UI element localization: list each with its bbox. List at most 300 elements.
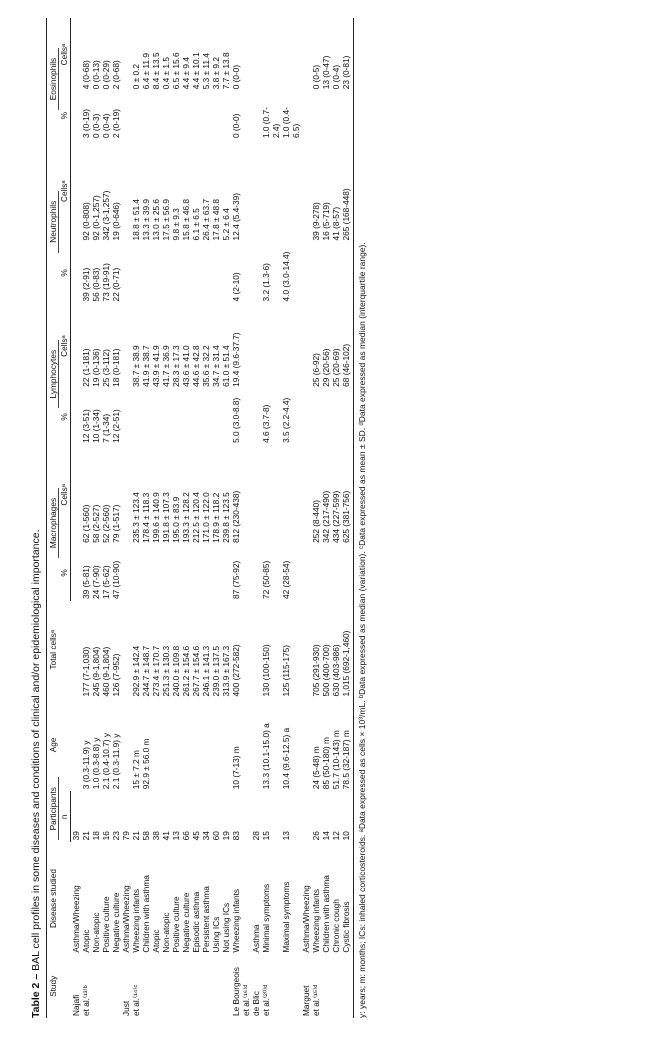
table-row [301,18,311,1018]
cell-age: 10.4 (9.6-12.5) a [281,727,291,790]
cell-neu-cells [71,140,82,242]
cell-total-cells: 292.9 ± 142.4 [131,645,141,697]
cell-eos-cells: 6.5 ± 15.6 [171,52,181,90]
cell-lym-pct: 5.0 (3.0-8.8) [231,397,241,443]
cell-total-cells: 177 (7-1,030) [81,646,91,697]
cell-eos-pct [131,91,141,140]
cell-age [121,699,131,792]
header-disease: Disease studied [47,842,71,954]
cell-lym-pct [131,389,141,445]
header-age: Age [47,699,71,792]
cell-eos-pct [141,91,151,140]
table-container [30,18,367,1018]
cell-neu-cells: 92 (0-1,257) [91,195,101,241]
cell-lym-cells [281,303,301,388]
cell-neu-cells: 13.0 ± 25.6 [151,199,161,241]
table-row [261,18,281,1018]
cell-age [251,699,261,792]
cell-lym-cells [301,303,311,388]
cell-study: et al.⁽²⁰⁾ᵈ [261,984,271,1016]
header-lym-pct: % [59,389,71,445]
cell-n: 26 [311,831,321,841]
cell-lym-cells [241,303,251,388]
cell-neu-cells: 9.8 ± 9.3 [171,208,181,241]
table-row [71,18,82,1018]
cell-lym-pct [221,389,231,445]
cell-neu-pct [201,242,211,303]
cell-age [201,699,211,792]
cell-age [301,699,311,792]
cell-total-cells [301,601,311,699]
table-body [71,18,354,1018]
header-neu-cells: Cellsᵃ [59,140,71,242]
cell-total-cells: 630 (403-986) [331,644,341,697]
cell-study [211,955,221,1018]
cell-study: de Blic [251,991,261,1016]
cell-mac-cells: 342 (217-490) [321,490,331,543]
cell-lym-pct [191,389,201,445]
cell-study: Le Bourgeois [231,967,241,1016]
cell-total-cells: 1,015 (692-1,460) [341,601,354,699]
cell-disease: Asthma/Wheezing [70,885,81,953]
cell-eos-pct: 0 (0-4) [101,113,111,139]
cell-lym-cells: 38.7 ± 38.9 [131,345,141,387]
cell-study [321,955,331,1018]
cell-mac-pct [221,545,231,601]
cell-disease: Asthma [251,924,261,953]
cell-total-cells: 130 (100-150) [261,644,271,697]
header-n: n [59,791,71,842]
cell-total-cells: 261.2 ± 154.6 [181,645,191,697]
cell-eos-pct [71,91,82,140]
table-row [171,18,181,1018]
cell-neu-pct [221,242,231,303]
cell-age [151,699,161,792]
cell-study [221,955,231,1018]
cell-lym-cells [251,303,261,388]
table-row [161,18,171,1018]
cell-mac-pct [151,545,161,601]
table-row [341,18,354,1018]
cell-lym-pct: 12 (3-51) [81,409,91,443]
cell-eos-cells [251,18,261,91]
cell-mac-cells: 178.9 ± 118.2 [211,492,221,543]
cell-lym-pct [171,389,181,445]
cell-lym-pct [151,389,161,445]
cell-lym-pct [161,389,171,445]
header-macrophages [47,445,60,601]
cell-total-cells: 313.9 ± 167.3 [221,645,231,697]
cell-disease: Minimal symptoms [261,883,271,953]
cell-age: 24 (5-48) m [311,746,321,790]
cell-lym-cells: 35.6 ± 32.2 [201,345,211,387]
cell-neu-cells: 16 (5-719) [321,202,331,241]
cell-eos-cells [121,18,131,91]
cell-study: Marguet [301,985,311,1016]
cell-study [161,955,171,1018]
cell-neu-cells: 6.1 ± 6.5 [191,208,201,241]
cell-study: et al.⁽¹⁶⁾ᵈ [241,984,251,1016]
cell-n: 18 [91,831,101,841]
cell-eos-cells: 3.8 ± 9.2 [211,57,221,90]
cell-n: 16 [101,831,111,841]
cell-neu-cells: 92 (0-808) [81,202,91,241]
cell-neu-pct [241,242,251,303]
cell-n: 28 [251,831,261,841]
cell-age: 10 (7-13) m [231,746,241,790]
cell-n: 21 [81,831,91,841]
header-lymphocytes [47,303,60,444]
cell-mac-pct: 87 (75-92) [231,560,241,599]
cell-lym-pct: 7 (1-34) [101,413,111,443]
cell-age [221,699,231,792]
cell-study [91,955,101,1018]
cell-mac-cells: 199.6 ± 140.9 [151,492,161,543]
header-eos-pct: % [59,91,71,140]
cell-neu-pct [161,242,171,303]
cell-eos-pct [221,91,231,140]
cell-lym-pct [251,389,261,445]
cell-eos-pct [311,91,321,140]
cell-mac-pct [131,545,141,601]
cell-mac-pct [171,545,181,601]
cell-disease: Positive culture [101,896,111,953]
cell-disease: Wheezing infants [311,888,321,953]
cell-neu-pct [341,242,354,303]
cell-lym-pct [321,389,331,445]
cell-eos-pct [251,91,261,140]
cell-n: 38 [151,831,161,841]
cell-total-cells [121,601,131,699]
cell-eos-cells: 0 (0-4) [331,64,341,90]
cell-eos-pct [241,91,251,140]
cell-eos-pct [191,91,201,140]
cell-lym-cells: 19 (0-136) [91,348,101,387]
header-participants-label: Participants [48,777,59,840]
cell-mac-pct [331,545,341,601]
cell-n: 10 [341,791,354,842]
header-eosinophils-label: Eosinophils [48,48,59,110]
cell-disease: Asthma/Wheezing [301,885,311,953]
cell-age [211,699,221,792]
cell-neu-pct [181,242,191,303]
cell-eos-pct [321,91,331,140]
cell-lym-pct [301,389,311,445]
cell-age: 92.9 ± 56.0 m [141,738,151,790]
cell-lym-pct [341,389,354,445]
cell-age [171,699,181,792]
cell-mac-pct: 17 (5-62) [101,565,111,599]
cell-lym-cells: 43.6 ± 41.0 [181,345,191,387]
cell-lym-pct [141,389,151,445]
cell-eos-cells: 0 (0-29) [101,60,111,90]
cell-age: 2.1 (0.3-11.9) y [111,733,121,790]
header-row-1 [47,18,60,1018]
cell-mac-pct [241,545,251,601]
cell-n: 83 [231,831,241,841]
cell-n: 79 [121,831,131,841]
table-row [221,18,231,1018]
table-row [131,18,141,1018]
cell-lym-cells [121,303,131,388]
cell-disease: Chronic cough [331,899,341,953]
header-eosinophils [47,18,60,140]
cell-study: et al.⁽¹³⁾ᵇ [81,985,91,1016]
cell-mac-cells: 58 (2-527) [91,504,101,543]
cell-mac-cells: 62 (1-560) [81,504,91,543]
cell-mac-pct [161,545,171,601]
table-row [311,18,321,1018]
cell-mac-cells [71,445,82,545]
cell-neu-cells: 19 (0-646) [111,202,121,241]
cell-lym-cells: 41.7 ± 36.9 [161,345,171,387]
cell-disease: Not using ICs [221,902,231,953]
cell-age: 3 (0.3-11.9) y [81,740,91,790]
cell-disease: Persistent asthma [201,886,211,953]
cell-neu-cells: 17.5 ± 56.9 [161,199,171,241]
cell-eos-pct [161,91,171,140]
cell-neu-pct [331,242,341,303]
cell-neu-cells [281,140,301,242]
cell-lym-cells: 61.0 ± 51.4 [221,345,231,387]
cell-lym-cells: 25 (3-112) [101,349,111,387]
cell-eos-pct: 0 (0-3) [91,113,101,139]
cell-eos-pct [121,91,131,140]
cell-lym-cells: 22 (1-181) [81,348,91,387]
cell-eos-pct [181,91,191,140]
cell-eos-cells: 4 (0-68) [81,60,91,90]
table-row [321,18,331,1018]
cell-total-cells: 273.4 ± 170.7 [151,645,161,697]
cell-neu-cells: 342 (3-1,257) [101,190,111,241]
cell-lym-cells [261,303,281,388]
cell-age: 15 ± 7.2 m [131,750,141,790]
cell-study [181,955,191,1018]
cell-eos-cells: 2 (0-68) [111,60,121,90]
cell-age: 1.0 (0.3-8.8) y [91,737,101,790]
cell-lym-cells: 25 (6-92) [311,353,321,387]
cell-n: 13 [281,831,291,841]
header-macrophages-label: Macrophages [48,488,59,558]
cell-eos-cells: 6.4 ± 11.9 [141,53,151,90]
cell-mac-cells: 625 (381-756) [341,445,354,545]
cell-age: 78.5 (32-187) m [341,699,354,792]
table-footnote: y: years; m: months; ICs: inhaled corticosteroids. ᵃData expressed as cells × 10³/mL. ᵇData expressed as median (variation). ᶜData expressed as mean ± SD. ᵈData expressed as median (interquartile range). [357,242,367,1018]
cell-lym-cells: 29 (20-56) [321,348,331,387]
cell-disease: Children with asthma [141,875,151,953]
cell-total-cells: 125 (115-175) [281,645,291,697]
cell-neu-cells [121,140,131,242]
cell-study [331,955,341,1018]
cell-total-cells: 240.0 ± 109.8 [171,645,181,697]
cell-mac-pct [71,545,82,601]
cell-lym-pct: 4.6 (3.7-8) [261,404,271,443]
cell-mac-pct [311,545,321,601]
cell-study [101,955,111,1018]
cell-eos-pct [211,91,221,140]
header-lymphocytes-label: Lymphocytes [48,340,59,409]
cell-neu-pct: 22 (0-71) [111,267,121,302]
cell-lym-pct: 10 (1-34) [91,409,101,443]
cell-lym-cells: 43.9 ± 41.9 [151,345,161,387]
cell-neu-cells [251,140,261,242]
cell-eos-cells: 7.7 ± 13.8 [221,52,231,90]
header-participants [47,787,60,842]
cell-eos-cells: 0 (0-13) [91,60,101,90]
header-mac-cells: Cellsᵃ [59,445,71,545]
cell-total-cells [71,601,82,699]
cell-age: 13.3 (10.1-15.0) a [261,723,271,790]
cell-eos-pct [171,91,181,140]
header-study: Study [47,955,71,1018]
cell-lym-cells: 28.3 ± 17.3 [171,345,181,387]
cell-study: Najafi [70,994,81,1016]
cell-lym-pct: 12 (2-51) [111,409,121,443]
cell-neu-pct [311,242,321,303]
cell-neu-cells: 26.4 ± 63.7 [201,199,211,241]
cell-mac-cells: 812 (230-438) [231,490,241,543]
cell-neu-pct: 3.2 (1.3-6) [261,263,271,302]
cell-neu-cells: 5.2 ± 6.4 [221,208,231,241]
cell-total-cells: 239.0 ± 137.5 [211,645,221,697]
cell-mac-pct [191,545,201,601]
cell-mac-pct [121,545,131,601]
table-row [331,18,341,1018]
cell-age [241,699,251,792]
cell-study [111,955,121,1018]
cell-mac-pct: 24 (7-90) [91,565,101,599]
cell-eos-pct [331,91,341,140]
cell-total-cells: 245 (9-1,804) [91,646,101,697]
cell-n: 39 [71,831,81,841]
cell-total-cells: 267.7 ± 154.6 [191,645,201,697]
cell-mac-pct [251,545,261,601]
table-row [121,18,131,1018]
cell-eos-cells: 0.4 ± 1.5 [161,57,171,90]
cell-mac-cells: 212.5 ± 120.4 [191,492,201,543]
cell-age [181,699,191,792]
cell-study [151,955,161,1018]
cell-disease: Negative culture [111,892,121,953]
cell-lym-cells: 18 (0-181) [111,348,121,387]
cell-mac-cells [121,445,131,545]
header-neutrophils-label: Neutrophils [48,191,59,253]
cell-disease: Non-atopic [91,912,101,953]
cell-neu-pct: 4.0 (3.0-14.4) [281,251,291,302]
cell-n: 58 [141,831,151,841]
cell-disease [241,842,251,954]
table-row [141,18,151,1018]
cell-study [171,955,181,1018]
table-caption [30,18,43,1018]
cell-mac-cells [241,445,251,545]
table-row [181,18,191,1018]
cell-eos-cells: 4.4 ± 10.1 [191,52,201,90]
cell-n: 41 [161,831,171,841]
cell-neu-cells [301,140,311,242]
cell-disease: Using ICs [211,916,221,953]
cell-lym-pct [201,389,211,445]
cell-eos-cells: 0 ± 0.2 [131,63,141,90]
cell-age [191,699,201,792]
cell-total-cells: 460 (9-1,804) [101,646,111,697]
cell-neu-cells: 12.4 (5.4-39) [231,192,241,241]
cell-mac-cells: 178.4 ± 118.3 [141,492,151,543]
table-row [201,18,211,1018]
cell-total-cells: 251.3 ± 130.3 [161,645,171,697]
cell-n [301,791,311,842]
cell-neu-cells: 41 (8-57) [331,206,341,241]
cell-study [141,955,151,1018]
cell-eos-pct [301,91,311,140]
cell-eos-cells: 8.4 ± 13.5 [151,52,161,90]
cell-neu-pct: 56 (0-83) [91,267,101,302]
header-neutrophils [47,140,60,303]
cell-n [241,791,251,842]
cell-mac-pct: 72 (50-85) [261,560,271,599]
cell-neu-pct [301,242,311,303]
cell-mac-cells: 239.8 ± 123.5 [221,492,231,543]
header-neu-pct: % [59,242,71,303]
cell-mac-cells: 434 (227-599) [331,490,341,543]
cell-mac-cells [251,445,261,545]
table-row [231,18,241,1018]
cell-n: 34 [201,831,211,841]
cell-mac-cells: 79 (1-517) [111,504,121,543]
cell-neu-pct [141,242,151,303]
cell-eos-cells [241,18,251,91]
cell-eos-cells [261,18,281,91]
table-row [191,18,201,1018]
cell-neu-cells: 15.8 ± 46.8 [181,199,191,241]
cell-neu-cells: 13.3 ± 39.9 [141,199,151,241]
cell-neu-pct [321,242,331,303]
caption-label: Table 2 – [30,973,42,1018]
cell-eos-pct [151,91,161,140]
cell-lym-pct [211,389,221,445]
cell-mac-cells [281,445,301,545]
cell-neu-cells: 17.8 ± 48.8 [211,199,221,241]
cell-total-cells: 400 (272-582) [231,644,241,697]
cell-n: 19 [221,831,231,841]
table-row [91,18,101,1018]
cell-study: et al.⁽¹⁴⁾ᶜ [131,984,141,1016]
cell-eos-pct: 1.0 (0.7-2.4) [261,107,281,139]
cell-eos-cells [301,18,311,91]
table-row [111,18,121,1018]
cell-eos-cells: 0 (0-0) [231,64,241,90]
cell-age: 85 (50-180) m [321,737,331,790]
cell-mac-cells: 235.3 ± 123.4 [131,492,141,543]
cell-mac-pct: 42 (28-54) [281,560,291,599]
cell-eos-cells [281,18,301,91]
cell-total-cells [241,601,251,699]
cell-mac-pct [201,545,211,601]
table-row [281,18,301,1018]
cell-eos-pct: 3 (0-19) [81,108,91,139]
table-row [251,18,261,1018]
cell-mac-pct: 39 (5-81) [81,565,91,599]
cell-neu-cells [241,140,251,242]
cell-neu-pct [211,242,221,303]
cell-mac-cells: 252 (8-440) [311,499,321,543]
cell-mac-pct [141,545,151,601]
cell-study [341,955,354,1018]
cell-study [201,955,211,1018]
cell-mac-cells: 191.8 ± 107.3 [161,492,171,543]
cell-lym-pct [241,389,251,445]
cell-lym-cells: 41.9 ± 38.7 [141,345,151,387]
